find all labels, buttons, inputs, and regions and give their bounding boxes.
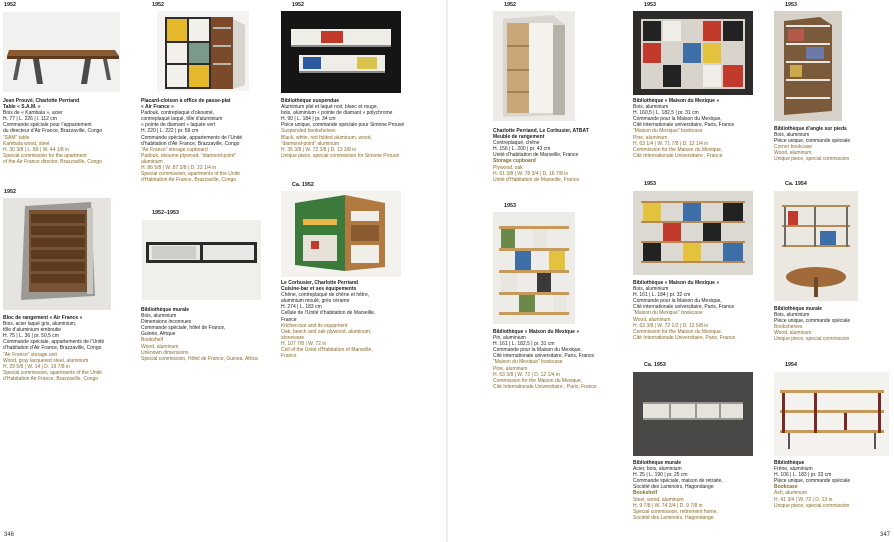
caption-guinea-bookshelf: Bibliothèque murale Bois, aluminium Dimensions inconnues Commande spéciale, hôtel de France, Guinée, Afrique Bookshelf Wood, aluminum Unknown dimensions Special commission, Hôtel de France, Guinea, Africa [141,307,258,362]
photo-corner-bookcase [774,11,842,121]
entry-date: 1954 [785,362,797,368]
entry-date: 1953 [644,2,656,8]
entry-date: 1953 [785,2,797,8]
caption-air-france-cupboard: Placard-cloison à office de passe-plat « Air France » Padouk, contreplaqué d’okoumé, contreplaqué laqué, tôle d’aluminium « pointe de diamant » laquée vert H. 220 | L. 222 | pr. 59 cm Commande spéciale, appartements de l’Unité d’habitation d’Air France, Brazzaville, Congo “Air France” storage cupboard Padouk, okoume plywood, “diamond-point” aluminum H. 86 5/8 | W. 87 3/8 | D. 23 1/4 in Special commission, apartments of the Unité d’Habitation Air France, Brazzaville, Congo [141,98,243,184]
caption-bookcase-1954: Bibliothèque Frêne, aluminium H. 106 | L. 183 | pr. 33 cm Pièce unique, commande spéciale Bookcase Ash, aluminum H. 41 3/4 | W. 72 | D. 13 in Unique piece, special commission [774,460,851,509]
caption-mexique-bookcase-2: Bibliothèque « Maison du Mexique » Bois, aluminium H. 161 | L. 184 | pr. 32 cm Commande pour la Maison du Mexique, Cité internationale universitaire, Paris, France “Maison du Mexique” bookcase Wood, aluminum H. 63 3/8 | W. 72 1/2 | D. 12 5/8 in Commission for the Maison du Mexique, Cité Internationale Universitaire, Paris, France [633,280,736,341]
entry-date: 1953 [644,181,656,187]
photo-marseille-cupboard [493,11,575,121]
entry-date: Ca. 1954 [785,181,807,187]
page-number-right: 347 [879,532,890,538]
photo-mexique-bookcase-1 [633,11,753,95]
page-number-left: 346 [4,532,15,538]
entry-date: 1952 [4,2,16,8]
photo-air-france-cupboard [157,11,249,91]
caption-kitchen-bar: Le Corbusier, Charlotte Perriand Cuisine-bar et ses équipements Chêne, contreplaqué de chêne et hêtre, aluminium moulé, grès cérame H. 274 | L. 183 cm Cellule de l’Unité d’habitation de Marseille, France Kitchen-bar and its equipment Oak, beech and oak plywood, aluminum, stoneware H. 107 7/8 | W. 72 in Cell of the Unité d’Habitation of Marseille, France [281,280,376,360]
entry-date: Ca. 1953 [644,362,666,368]
caption-sam-table: Jean Prouvé, Charlotte Perriand Table « S.A.M. » Bois de « Kambala », acier H. 77 | L. 226 | l. 112 cm Commande spéciale pour l’appartement du directeur d’Air France, Brazzaville, Congo “SAM” table Kambala wood, steel H. 30 3/8 | L. 89 | W. 44 1/8 in Special commission for the apartment of the Air France director, Brazzaville, Congo [3,98,103,165]
caption-mexique-bookcase-1: Bibliothèque « Maison du Mexique » Bois, aluminium H. 160,5 | L. 182,5 | pr. 31 cm Commande pour la Maison du Mexique, Cité internationale universitaire, Paris, France “Maison du Mexique” bookcase Pine, aluminum H. 63 1/4 | W. 71 7/8 | D. 12 1/4 in Commission for the Maison du Mexique, Cité Internationale Universitaire , France [633,98,735,159]
photo-hagondange-bookshelf [633,372,753,456]
photo-bookcase-1954 [774,372,889,456]
photo-kitchen-bar [281,191,401,277]
photo-sam-table [3,12,120,92]
photo-wall-bookshelves [774,191,858,301]
entry-date: 1952 [152,2,164,8]
entry-date: 1952 [292,2,304,8]
entry-date: 1953 [504,203,516,209]
photo-air-france-storage [3,198,111,310]
photo-mexique-bookcase-pine [493,212,575,324]
photo-guinea-bookshelf [142,220,261,300]
photo-mexique-bookcase-2 [633,191,753,275]
caption-hagondange-bookshelf: Bibliothèque murale Acier, bois, aluminium H. 25 | L. 190 | pr. 25 cm Commande spéciale, maison de retraite, Société des Laminoirs, Hagondange Bookshelf Steel, wood, aluminum H. 9 7/8 | W. 74 3/4 | D. 9 7/8 in Special commission, retirement home, Société des Laminoirs, Hagondange [633,460,723,521]
caption-wall-bookshelves: Bibliothèque murale Bois, aluminium Pièce unique, commande spéciale Bookshelves Wood, aluminum Unique piece, special commission [774,306,851,343]
caption-corner-bookcase: Bibliothèque d’angle sur pieds Bois, aluminium Pièce unique, commande spéciale Corner bookcase Wood, aluminum Unique piece, special commission [774,126,851,163]
entry-date: 1952 [504,2,516,8]
photo-suspended-bookshelves [281,11,401,93]
entry-date: 1952 [4,189,16,195]
caption-air-france-storage: Bloc de rangement « Air France » Bois, acier laqué gris, aluminium, tôle d’aluminium emboutie H. 75 | L. 36 | pr. 50,5 cm Commande spéciale, appartements de l’Unité d’habitation d’Air France, Brazzaville, Congo “Air France” storage unit Wood, gray lacquered steel, aluminum H. 29 5/8 | W. 14 | D. 19 7/8 in Special commission, apartments of the Unité d’Habitation Air France, Brazzaville, Congo [3,315,105,382]
entry-date: 1952–1953 [152,210,179,216]
entry-date: Ca. 1952 [292,182,314,188]
caption-marseille-cupboard: Charlotte Perriand, Le Corbusier, ATBAT Meuble de rangement Contreplaqué, chêne H. 156 | L. 200 | pr. 43 cm Unité d’habitation de Marseille, France Storage cupboard Plywood, oak H. 61 3/8 | W. 78 3/4 | D. 16 7/8 in Unité d’Habitation de Marseille, France [493,128,589,183]
caption-suspended-bookshelves: Bibliothèque suspendue Aluminium plié et laqué noir, blanc et rouge, bois, aluminium « pointe de diamant » polychrome H. 90 | L. 184 | pr. 34 cm Pièce unique, commande spéciale pour Simone Prouvé Suspended bookshelves Black, white, red folded aluminum, wood, “diamond-point” aluminum H. 35 3/8 | W. 72 3/8 | D. 13 3/8 in Unique piece, special commission for Simone Prouvé [281,98,405,159]
book-gutter [446,0,448,542]
caption-mexique-bookcase-pine: Bibliothèque « Maison du Mexique » Pin, aluminium H. 161 | L. 182,5 | pr. 31 cm Commande pour la Maison du Mexique, Cité internationale universitaire, Paris, France “Maison du Mexique” bookcase Pine, aluminum H. 63 3/8 | W. 72 | D. 12 1/4 in Commission for the Maison du Mexique, Cité Internationale Universitaire , Paris, France [493,329,597,390]
